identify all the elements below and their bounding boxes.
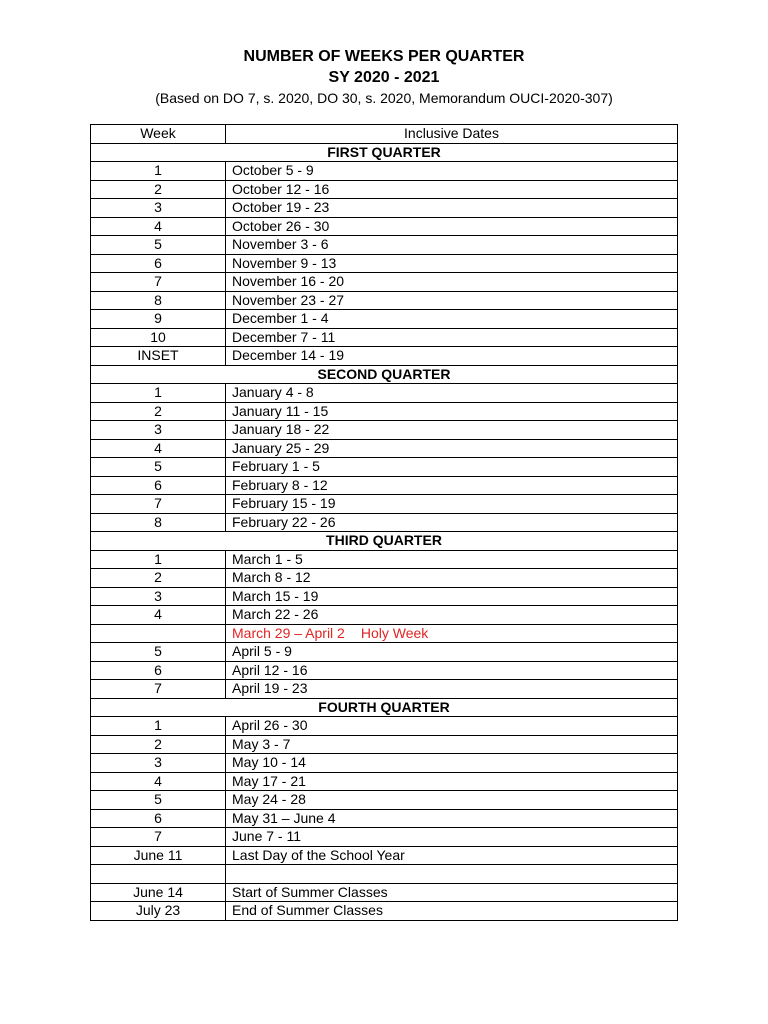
week-cell: 1 (91, 550, 226, 569)
week-cell: 2 (91, 735, 226, 754)
school-year-title: SY 2020 - 2021 (328, 69, 440, 86)
table-row (91, 458, 678, 477)
week-cell: 3 (91, 754, 226, 773)
table-row (91, 680, 678, 699)
dates-cell (226, 624, 678, 643)
dates-cell: May 10 - 14 (226, 754, 678, 773)
dates-text: March 29 – April 2 (232, 624, 345, 641)
table-row (91, 717, 678, 736)
week-cell (91, 624, 226, 643)
dates-cell: March 1 - 5 (226, 550, 678, 569)
dates-cell: February 8 - 12 (226, 476, 678, 495)
dates-cell: January 11 - 15 (226, 402, 678, 421)
quarter-section-row (91, 365, 678, 384)
table-row (91, 495, 678, 514)
table-row (91, 606, 678, 625)
week-cell: 6 (91, 254, 226, 273)
table-row (91, 569, 678, 588)
quarter-section-row (91, 532, 678, 551)
table-row (91, 439, 678, 458)
table-row (91, 236, 678, 255)
dates-cell: Last Day of the School Year (226, 846, 678, 865)
table-row (91, 347, 678, 366)
dates-column-header: Inclusive Dates (226, 125, 678, 144)
dates-cell: November 9 - 13 (226, 254, 678, 273)
table-row (91, 421, 678, 440)
week-cell: 8 (91, 291, 226, 310)
dates-cell: November 23 - 27 (226, 291, 678, 310)
dates-cell: January 4 - 8 (226, 384, 678, 403)
week-cell: 8 (91, 513, 226, 532)
table-row (91, 772, 678, 791)
table-row (91, 643, 678, 662)
dates-cell: January 18 - 22 (226, 421, 678, 440)
table-row (91, 550, 678, 569)
week-cell: 2 (91, 180, 226, 199)
week-cell: 4 (91, 772, 226, 791)
dates-cell: May 31 – June 4 (226, 809, 678, 828)
table-row (91, 162, 678, 181)
week-cell: 6 (91, 661, 226, 680)
dates-cell: December 7 - 11 (226, 328, 678, 347)
week-cell: 2 (91, 569, 226, 588)
week-cell: 3 (91, 199, 226, 218)
dates-cell: May 24 - 28 (226, 791, 678, 810)
table-row (91, 791, 678, 810)
week-cell: 5 (91, 236, 226, 255)
table-row (91, 199, 678, 218)
table-row (91, 328, 678, 347)
dates-cell: November 16 - 20 (226, 273, 678, 292)
table-row (91, 513, 678, 532)
week-cell: 1 (91, 384, 226, 403)
quarter-section-row (91, 143, 678, 162)
week-cell: 6 (91, 476, 226, 495)
week-cell: 5 (91, 643, 226, 662)
dates-cell: April 26 - 30 (226, 717, 678, 736)
table-header-row (91, 125, 678, 144)
week-cell: 3 (91, 421, 226, 440)
table-row (91, 661, 678, 680)
dates-cell: April 12 - 16 (226, 661, 678, 680)
quarter-label: THIRD QUARTER (91, 532, 678, 551)
table-row (91, 828, 678, 847)
dates-cell: April 5 - 9 (226, 643, 678, 662)
quarter-section-row (91, 698, 678, 717)
table-row (91, 587, 678, 606)
dates-cell: April 19 - 23 (226, 680, 678, 699)
week-cell: July 23 (91, 902, 226, 921)
dates-cell: End of Summer Classes (226, 902, 678, 921)
week-cell: 5 (91, 791, 226, 810)
week-cell: 4 (91, 217, 226, 236)
table-row (91, 476, 678, 495)
table-row (91, 384, 678, 403)
table-row (91, 902, 678, 921)
dates-cell: November 3 - 6 (226, 236, 678, 255)
table-row (91, 735, 678, 754)
week-cell: 3 (91, 587, 226, 606)
week-cell: 6 (91, 809, 226, 828)
table-row (91, 865, 678, 884)
table-row (91, 273, 678, 292)
week-cell: June 14 (91, 883, 226, 902)
table-row (91, 310, 678, 329)
week-cell: 1 (91, 162, 226, 181)
week-cell: 1 (91, 717, 226, 736)
table-row (91, 217, 678, 236)
dates-cell: December 1 - 4 (226, 310, 678, 329)
holiday-note: Holy Week (360, 624, 429, 641)
dates-cell: October 5 - 9 (226, 162, 678, 181)
week-cell: 7 (91, 495, 226, 514)
week-cell: 2 (91, 402, 226, 421)
dates-cell: October 26 - 30 (226, 217, 678, 236)
quarter-label: FIRST QUARTER (91, 143, 678, 162)
dates-cell: October 19 - 23 (226, 199, 678, 218)
dates-cell: Start of Summer Classes (226, 883, 678, 902)
weeks-table (90, 124, 678, 921)
page-title: NUMBER OF WEEKS PER QUARTER (243, 48, 525, 65)
table-row (91, 291, 678, 310)
week-cell (91, 865, 226, 884)
dates-cell: March 15 - 19 (226, 587, 678, 606)
week-cell: 9 (91, 310, 226, 329)
dates-cell (226, 865, 678, 884)
table-row (91, 754, 678, 773)
table-row (91, 624, 678, 643)
week-cell: 7 (91, 680, 226, 699)
dates-cell: January 25 - 29 (226, 439, 678, 458)
week-cell: June 11 (91, 846, 226, 865)
week-cell: 5 (91, 458, 226, 477)
quarter-label: SECOND QUARTER (91, 365, 678, 384)
dates-cell: March 8 - 12 (226, 569, 678, 588)
dates-cell: February 22 - 26 (226, 513, 678, 532)
dates-cell: December 14 - 19 (226, 347, 678, 366)
week-cell: 7 (91, 828, 226, 847)
dates-cell: May 3 - 7 (226, 735, 678, 754)
week-cell: INSET (91, 347, 226, 366)
dates-cell: June 7 - 11 (226, 828, 678, 847)
dates-cell: October 12 - 16 (226, 180, 678, 199)
table-row (91, 402, 678, 421)
week-cell: 4 (91, 439, 226, 458)
page-subtitle: (Based on DO 7, s. 2020, DO 30, s. 2020, Memorandum OUCI-2020-307) (155, 90, 613, 106)
quarter-label: FOURTH QUARTER (91, 698, 678, 717)
table-row (91, 846, 678, 865)
dates-cell: February 15 - 19 (226, 495, 678, 514)
table-row (91, 883, 678, 902)
dates-cell: February 1 - 5 (226, 458, 678, 477)
week-cell: 7 (91, 273, 226, 292)
dates-cell: March 22 - 26 (226, 606, 678, 625)
week-cell: 4 (91, 606, 226, 625)
week-cell: 10 (91, 328, 226, 347)
week-column-header: Week (91, 125, 226, 144)
table-row (91, 809, 678, 828)
dates-cell: May 17 - 21 (226, 772, 678, 791)
table-row (91, 254, 678, 273)
table-row (91, 180, 678, 199)
